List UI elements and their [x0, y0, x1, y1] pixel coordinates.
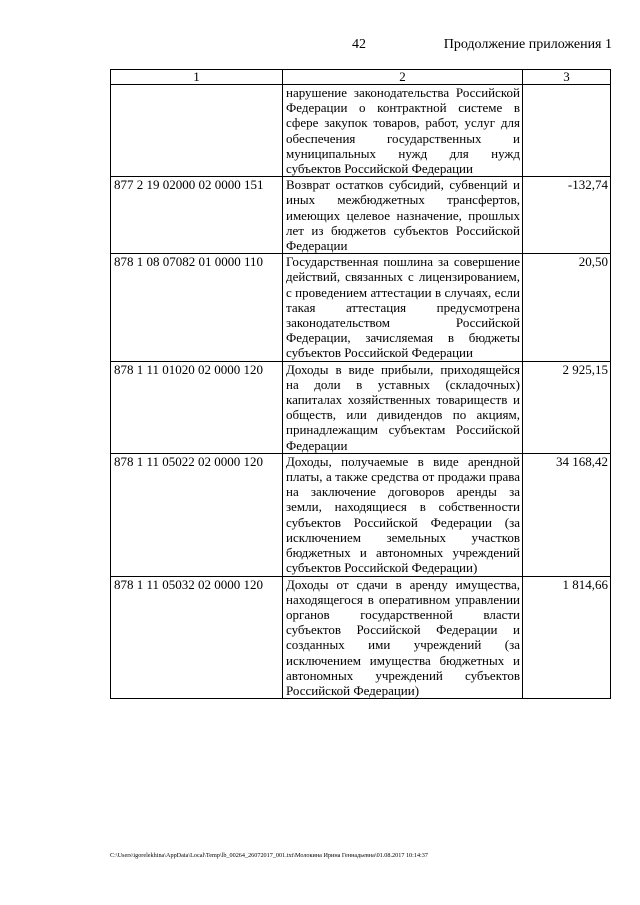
amount	[523, 85, 611, 177]
table-row	[111, 177, 611, 254]
table-row	[111, 254, 611, 361]
amount: 2 925,15	[523, 361, 611, 453]
income-description: Доходы, получаемые в виде арендной платы, а также средства от продажи права на заключение договоров аренды за земли, находящиеся в собственности субъектов Российской Федерации (за исключением земельных участков бюджетных и автономных учреждений субъектов Российской Федерации)	[283, 453, 523, 576]
table-row	[111, 361, 611, 453]
column-header-amount: 3	[523, 70, 611, 85]
budget-code: 878 1 11 05032 02 0000 120	[111, 576, 283, 699]
income-description: Доходы в виде прибыли, приходящейся на доли в уставных (складочных) капиталах хозяйственных товариществ и обществ, или дивидендов по акциям, принадлежащим субъектам Российской Федерации	[283, 361, 523, 453]
continuation-label: Продолжение приложения 1	[443, 37, 612, 52]
budget-code: 878 1 08 07082 01 0000 110	[111, 254, 283, 361]
table-row	[111, 453, 611, 576]
budget-code: 878 1 11 05022 02 0000 120	[111, 453, 283, 576]
amount: 34 168,42	[523, 453, 611, 576]
table-header-row	[111, 70, 611, 85]
income-description: Возврат остатков субсидий, субвенций и иных межбюджетных трансфертов, имеющих целевое назначение, прошлых лет из бюджетов субъектов Российской Федерации	[283, 177, 523, 254]
amount: 20,50	[523, 254, 611, 361]
table-row	[111, 576, 611, 699]
budget-code	[111, 85, 283, 177]
income-description: Доходы от сдачи в аренду имущества, находящегося в оперативном управлении органов государственной власти субъектов Российской Федерации и созданных ими учреждений (за исключением имущества бюджетных и автономных учреждений субъектов Российской Федерации)	[283, 576, 523, 699]
budget-code: 877 2 19 02000 02 0000 151	[111, 177, 283, 254]
income-description: Государственная пошлина за совершение действий, связанных с лицензированием, с проведением аттестации в случаях, если такая аттестация предусмотрена законодательством Российской Федерации, зачисляемая в бюджеты субъектов Российской Федерации	[283, 254, 523, 361]
income-description: нарушение законодательства Российской Федерации о контрактной системе в сфере закупок товаров, работ, услуг для обеспечения государственных и муниципальных нужд для нужд субъектов Российской Федерации	[283, 85, 523, 177]
column-header-code: 1	[111, 70, 283, 85]
table-row	[111, 85, 611, 177]
amount: 1 814,66	[523, 576, 611, 699]
footer-file-path: C:\Users\igorelekhina\AppData\Local\Temp\lb_00264_26072017_001.txt\Молокина Ирина Геннадьевна\01.08.2017 10:14:37	[110, 852, 428, 859]
budget-table	[110, 69, 611, 699]
column-header-description: 2	[283, 70, 523, 85]
budget-code: 878 1 11 01020 02 0000 120	[111, 361, 283, 453]
amount: -132,74	[523, 177, 611, 254]
page-number: 42	[352, 37, 366, 52]
